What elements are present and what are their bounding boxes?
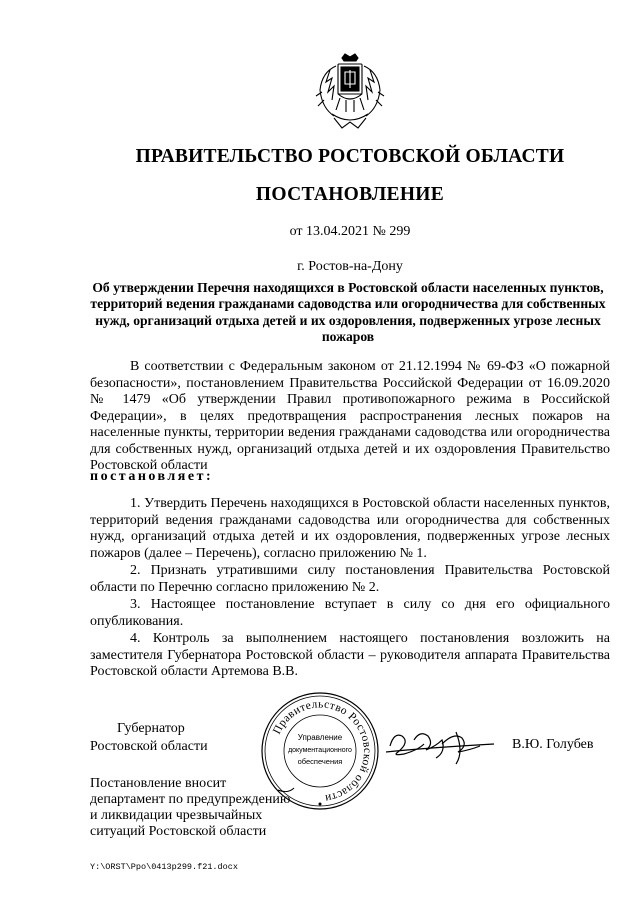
submitter-line3: и ликвидации чрезвычайных xyxy=(90,808,263,823)
stamp-inner-line3: обеспечения xyxy=(297,757,343,766)
intro-text: В соответствии с Федеральным законом от 21.12.1994 № 69-ФЗ «О пожарной безопасности», постановлением Правительства Российской Федерации от 16.09.2020 № 1479 «Об утверждении Правил противопожарного режима в Российской Федерации», в целях предотвращения распространения лесных пожаров на населенные пункты, территории ведения гражданами садоводства или огородничества для собственных нужд, организаций отдыха детей и их оздоровления Правительство Ростовской области xyxy=(90,359,610,473)
submitter-line4: ситуаций Ростовской области xyxy=(90,824,267,839)
government-title: ПРАВИТЕЛЬСТВО РОСТОВСКОЙ ОБЛАСТИ xyxy=(135,146,565,167)
coat-of-arms-icon xyxy=(312,52,388,134)
decision-items xyxy=(90,496,610,682)
list-item: 1. Утвердить Перечень находящихся в Ростовской области населенных пунктов, территорий ведения гражданами садоводства или огородничества для собственных нужд, организаций отдыха детей и их оздоровления, подверженных угрозе лесных пожаров (далее – Перечень), согласно приложению № 1. xyxy=(90,496,610,561)
signatory-title-line1: Губернатор xyxy=(117,721,185,736)
submitter-note xyxy=(90,776,290,840)
stamp-inner-line1: Управление xyxy=(297,733,343,742)
submitter-line2: департамент по предупреждению xyxy=(90,792,291,807)
list-item: 4. Контроль за выполнением настоящего постановления возложить на заместителя Губернатора Ростовской области – руководителя аппарата Правительства Ростовской области Артемова В.В. xyxy=(90,631,610,679)
date-number: от 13.04.2021 № 299 xyxy=(289,224,411,239)
city: г. Ростов-на-Дону xyxy=(297,259,403,274)
stamp-inner-line2: документационного xyxy=(288,747,352,754)
document-subject: Об утверждении Перечня находящихся в Ростовской области населенных пунктов, территорий ведения гражданами садоводства или огородничества для собственных нужд, организаций отдыха детей и их оздоровления, подверженных угрозе лесных пожаров xyxy=(90,280,606,345)
document-type: ПОСТАНОВЛЕНИЕ xyxy=(255,184,445,205)
handwritten-signature xyxy=(384,722,510,766)
resolves-word: постановляет: xyxy=(90,469,214,484)
file-path: Y:\ORST\Ppo\0413p299.f21.docx xyxy=(90,862,238,872)
stamp-outer-text: Правительство Ростовской области xyxy=(271,698,374,805)
signatory-title-line2: Ростовской области xyxy=(90,739,208,754)
list-item: 2. Признать утратившими силу постановления Правительства Ростовской области по Перечню согласно приложению № 2. xyxy=(90,563,610,595)
list-item: 3. Настоящее постановление вступает в силу со дня его официального опубликования. xyxy=(90,597,610,629)
signatory-title xyxy=(90,720,208,756)
submitter-line1: Постановление вносит xyxy=(90,776,227,791)
intro-paragraph xyxy=(90,359,610,475)
signatory-name: В.Ю. Голубев xyxy=(512,737,594,752)
